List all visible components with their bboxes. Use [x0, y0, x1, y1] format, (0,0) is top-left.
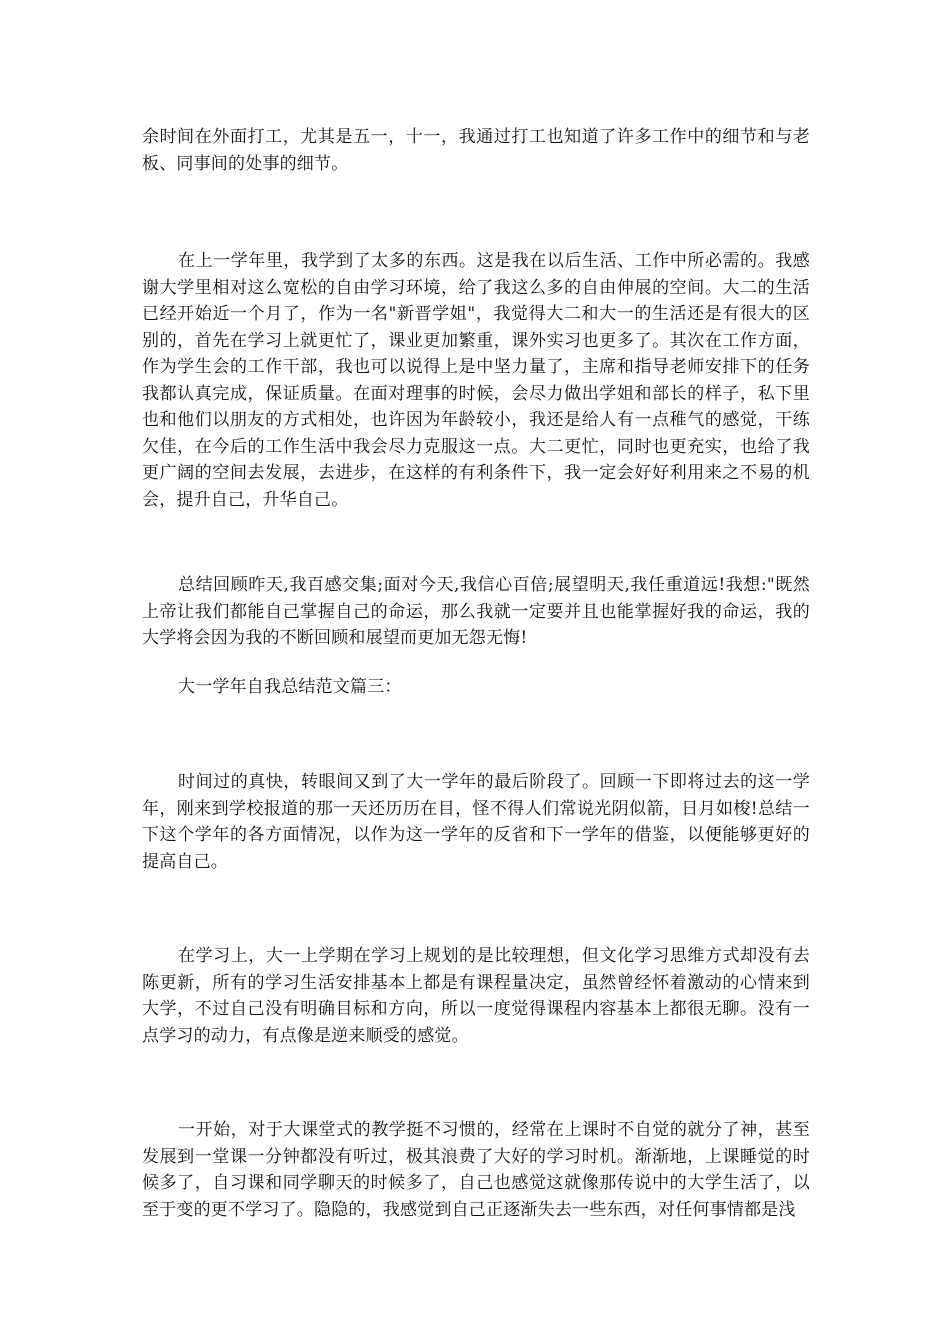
- paragraph-time-flies: 时间过的真快，转眼间又到了大一学年的最后阶段了。回顾一下即将过去的这一学年，刚来到学校报道的那一天还历历在目，怪不得人们常说光阴似箭，日月如梭!总结一下这个学年的各方面情况，以作为这一学年的反省和下一学年的借鉴，以便能够更好的提高自己。: [142, 772, 810, 872]
- paragraph-summary: 总结回顾昨天,我百感交集;面对今天,我信心百倍;展望明天,我任重道远!我想:"既然上帝让我们都能自己掌握自己的命运，那么我就一定要并且也能掌握好我的命运，我的大学将会因为我的不断回顾和展望而更加无怨无悔!: [142, 575, 810, 648]
- paragraph-continuation: 余时间在外面打工，尤其是五一，十一，我通过打工也知道了许多工作中的细节和与老板、同事间的处事的细节。: [142, 127, 810, 174]
- paragraph-beginning: 一开始，对于大课堂式的教学挺不习惯的，经常在上课时不自觉的就分了神，甚至发展到一堂课一分钟都没有听过，极其浪费了大好的学习时机。渐渐地，上课睡觉的时候多了，自习课和同学聊天的时候多了，自己也感觉这就像那传说中的大学生活了，以至于变的更不学习了。隐隐的，我感觉到自己正逐渐失去一些东西，对任何事情都是浅: [142, 1120, 810, 1220]
- paragraph-past-year: 在上一学年里，我学到了太多的东西。这是我在以后生活、工作中所必需的。我感谢大学里相对这么宽松的自由学习环境，给了我这么多的自由伸展的空间。大二的生活已经开始近一个月了，作为一名"新晋学姐"，我觉得大二和大一的生活还是有很大的区别的，首先在学习上就更忙了，课业更加繁重，课外实习也更多了。其次在工作方面，作为学生会的工作干部，我也可以说得上是中坚力量了，主席和指导老师安排下的任务我都认真完成，保证质量。在面对理事的时候，会尽力做出学姐和部长的样子，私下里也和他们以朋友的方式相处，也许因为年龄较小，我还是给人有一点稚气的感觉，干练欠佳，在今后的工作生活中我会尽力克服这一点。大二更忙，同时也更充实，也给了我更广阔的空间去发展，去进步，在这样的有利条件下，我一定会好好利用来之不易的机会，提升自己，升华自己。: [142, 251, 810, 510]
- section-heading: 大一学年自我总结范文篇三：: [178, 677, 402, 697]
- paragraph-study: 在学习上，大一上学期在学习上规划的是比较理想，但文化学习思维方式却没有去陈更新，所有的学习生活安排基本上都是有课程量决定，虽然曾经怀着激动的心情来到大学，不过自己没有明确目标和方向，所以一度觉得课程内容基本上都很无聊。没有一点学习的动力，有点像是逆来顺受的感觉。: [142, 946, 810, 1046]
